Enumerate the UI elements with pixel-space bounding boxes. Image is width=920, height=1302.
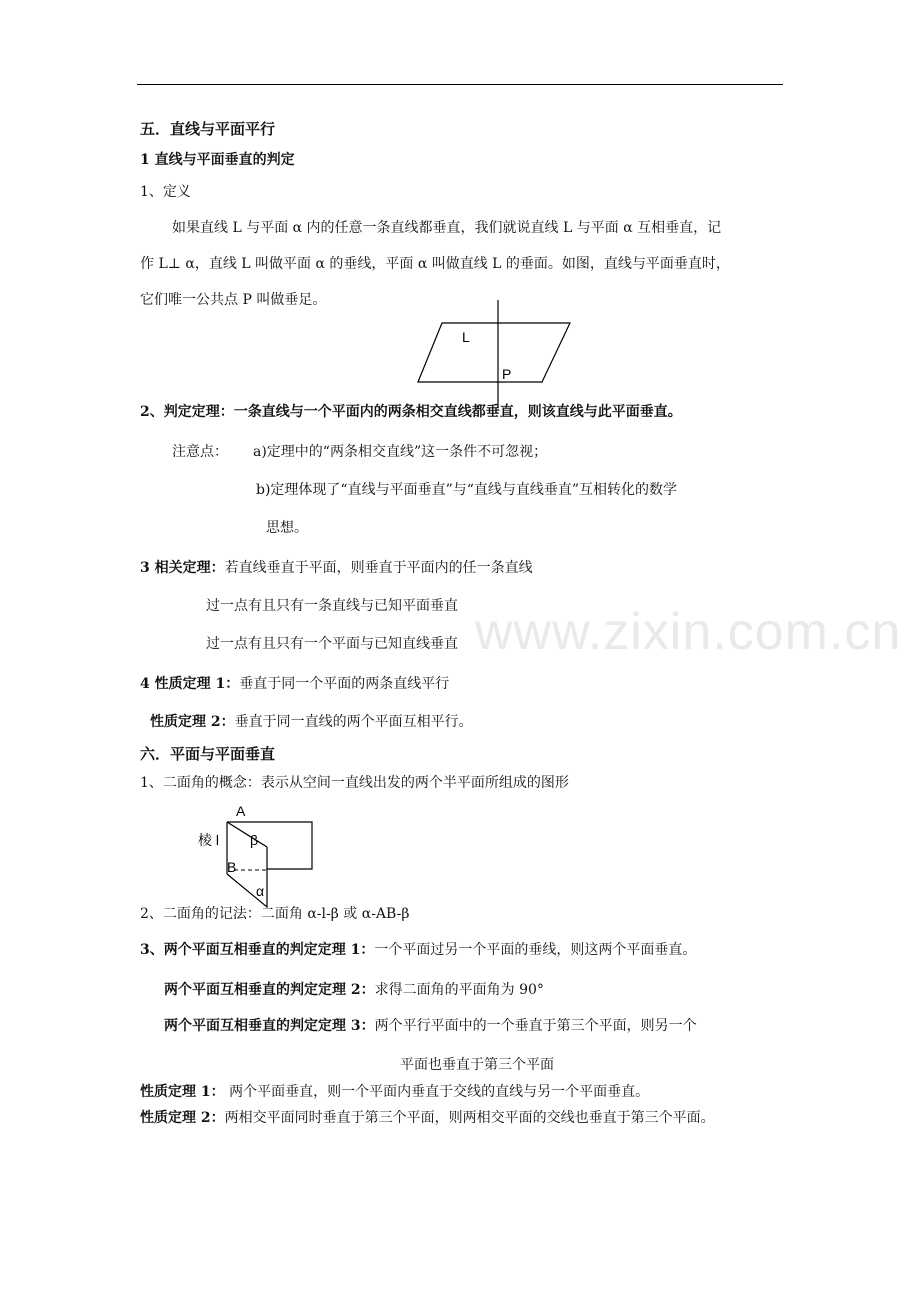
section-5-title: 五．直线与平面平行 xyxy=(140,120,276,138)
related-theorem-2: 过一点有且只有一条直线与已知平面垂直 xyxy=(206,598,458,614)
subsection-1-title: 1 直线与平面垂直的判定 xyxy=(140,152,295,168)
plane-property-theorem-2 xyxy=(140,1110,715,1127)
judgment-theorem-3-text-1: 两个平行平面中的一个垂直于第三个平面，则另一个 xyxy=(374,1018,697,1034)
property-theorem-1 xyxy=(140,676,449,693)
plane-property-2-text: 两相交平面同时垂直于第三个平面，则两相交平面的交线也垂直于第三个平面。 xyxy=(224,1110,715,1126)
judgment-theorem-1 xyxy=(140,942,696,959)
label-beta: β xyxy=(250,832,259,848)
judgment-theorem-2 xyxy=(164,982,544,999)
perpendicular-line-plane-figure xyxy=(410,296,580,412)
judgment-theorem-3-text-2: 平面也垂直于第三个平面 xyxy=(400,1057,554,1073)
judgment-theorem-3 xyxy=(164,1018,697,1035)
label-l: L xyxy=(462,329,470,345)
note-a: a)定理中的“两条相交直线”这一条件不可忽视； xyxy=(253,444,548,460)
plane-property-1-text: 两个平面垂直，则一个平面内垂直于交线的直线与另一个平面垂直。 xyxy=(224,1084,650,1100)
note-b-line-1: b)定理体现了“直线与平面垂直”与“直线与直线垂直”互相转化的数学 xyxy=(256,482,678,498)
judgment-theorem-1-text: 一个平面过另一个平面的垂线，则这两个平面垂直。 xyxy=(374,942,697,958)
judgment-theorem-3-label: 两个平面互相垂直的判定定理 3： xyxy=(164,1018,375,1034)
definition-line-3: 它们唯一公共点 P 叫做垂足。 xyxy=(140,292,327,308)
determination-theorem-label: 2、判定定理： xyxy=(140,404,234,420)
related-theorem-label: 3 相关定理： xyxy=(140,560,225,576)
plane-property-1-label: 性质定理 1： xyxy=(140,1084,225,1100)
judgment-theorem-1-label: 3、两个平面互相垂直的判定定理 1： xyxy=(140,942,375,958)
property-theorem-1-text: 垂直于同一个平面的两条直线平行 xyxy=(239,676,450,692)
label-b: B xyxy=(227,859,237,875)
related-theorem-3: 过一点有且只有一个平面与已知直线垂直 xyxy=(206,636,458,652)
definition-line-1: 如果直线 L 与平面 α 内的任意一条直线都垂直，我们就说直线 L 与平面 α 互相垂直，记 xyxy=(172,220,722,236)
related-theorem xyxy=(140,560,533,577)
note-label: 注意点： xyxy=(172,444,228,460)
definition-label: 1、定义 xyxy=(140,184,191,200)
plane-property-2-label: 性质定理 2： xyxy=(140,1110,225,1126)
determination-theorem xyxy=(140,404,682,421)
section-6-title: 六．平面与平面垂直 xyxy=(140,745,276,763)
plane-property-theorem-1 xyxy=(140,1084,649,1101)
label-alpha: α xyxy=(256,883,265,899)
property-theorem-2 xyxy=(150,714,473,731)
related-theorem-1: 若直线垂直于平面，则垂直于平面内的任一条直线 xyxy=(224,560,533,576)
judgment-theorem-2-text: 求得二面角的平面角为 90° xyxy=(374,982,544,998)
dihedral-notation: 2、二面角的记法：二面角 α-l-β 或 α-AB-β xyxy=(140,906,410,922)
determination-theorem-text: 一条直线与一个平面内的两条相交直线都垂直，则该直线与此平面垂直。 xyxy=(233,404,682,420)
header-rule xyxy=(137,84,783,85)
judgment-theorem-2-label: 两个平面互相垂直的判定定理 2： xyxy=(164,982,375,998)
label-edge-l: 棱 l xyxy=(198,832,219,848)
property-theorem-1-label: 4 性质定理 1： xyxy=(140,676,240,692)
label-p: P xyxy=(502,366,512,382)
definition-line-2: 作 L⊥ α，直线 L 叫做平面 α 的垂线，平面 α 叫做直线 L 的垂面。如图，直线与平面垂直时， xyxy=(140,256,730,272)
label-a: A xyxy=(236,803,246,819)
dihedral-angle-figure xyxy=(190,800,325,910)
watermark: www.zixin.com.cn xyxy=(475,603,902,661)
dihedral-concept: 1、二面角的概念：表示从空间一直线出发的两个半平面所组成的图形 xyxy=(140,775,569,791)
beta-slant-edge xyxy=(227,822,267,847)
plane-beta xyxy=(227,822,312,869)
note-b-line-2: 思想。 xyxy=(266,520,308,536)
property-theorem-2-label: 性质定理 2： xyxy=(150,714,235,730)
property-theorem-2-text: 垂直于同一直线的两个平面互相平行。 xyxy=(234,714,473,730)
plane-parallelogram xyxy=(418,323,570,382)
